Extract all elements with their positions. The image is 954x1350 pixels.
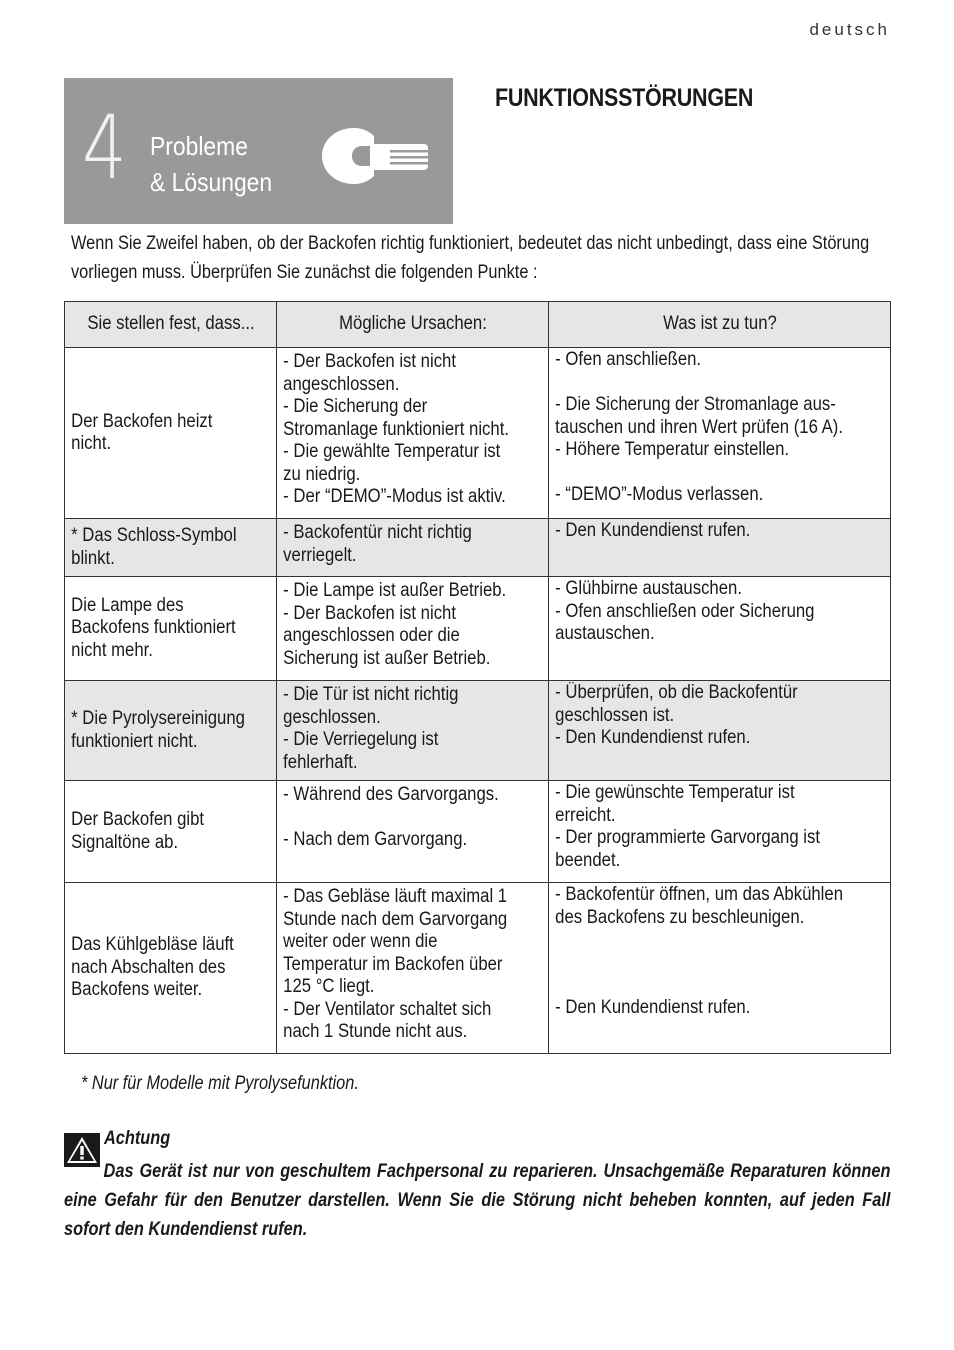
chapter-title-line2: & Lösungen [150,167,273,197]
chapter-title-line1: Probleme [150,131,248,161]
header-causes: Mögliche Ursachen: [277,302,549,348]
table-row [65,519,891,577]
causes-cell: - Backofentür nicht richtig verriegelt. [277,519,549,577]
warning-title: Achtung [104,1128,171,1149]
chapter-title [150,128,272,200]
table-row [65,681,891,781]
intro-paragraph: Wenn Sie Zweifel haben, ob der Backofen richtig funktioniert, bedeutet das nicht unbedingt, dass eine Störung vorliegen muss. Überprüfen Sie zunächst die folgenden Punkte : [71,233,870,283]
footnote: * Nur für Modelle mit Pyrolysefunktion. [81,1073,359,1094]
header-remedy: Was ist zu tun? [549,302,891,348]
remedy-cell: - Die gewünschte Temperatur ist erreicht. - Der programmierte Garvorgang ist beendet. [549,781,891,883]
causes-cell: - Während des Garvorgangs. - Nach dem Garvorgang. [277,781,549,883]
causes-cell: - Das Gebläse läuft maximal 1 Stunde nach dem Garvorgang weiter oder wenn die Temperatur im Backofen über 125 °C liegt. - Der Ventilator schaltet sich nach 1 Stunde nicht aus. [277,883,549,1054]
symptom-cell: Die Lampe des Backofens funktioniert nicht mehr. [65,577,277,681]
remedy-cell: - Überprüfen, ob die Backofentür geschlossen ist. - Den Kundendienst rufen. [549,681,891,781]
causes-cell: - Der Backofen ist nicht angeschlossen. - Die Sicherung der Stromanlage funktioniert nicht. - Die gewählte Temperatur ist zu niedrig. - Der “DEMO”-Modus ist aktiv. [277,348,549,519]
language-label: deutsch [809,20,890,39]
causes-cell: - Die Tür ist nicht richtig geschlossen. - Die Verriegelung ist fehlerhaft. [277,681,549,781]
table-header-row [65,302,891,348]
remedy-cell: - Backofentür öffnen, um das Abkühlen des Backofens zu beschleunigen. - Den Kundendienst rufen. [549,883,891,1054]
causes-cell: - Die Lampe ist außer Betrieb. - Der Backofen ist nicht angeschlossen oder die Sicherung ist außer Betrieb. [277,577,549,681]
symptom-cell: * Die Pyrolysereinigung funktioniert nicht. [65,681,277,781]
symptom-cell: Der Backofen heizt nicht. [65,348,277,519]
remedy-cell: - Ofen anschließen. - Die Sicherung der Stromanlage aus- tauschen und ihren Wert prüfen (16 A). - Höhere Temperatur einstellen. - “DEMO”-Modus verlassen. [549,348,891,519]
symptom-cell: Der Backofen gibt Signaltöne ab. [65,781,277,883]
remedy-cell: - Glühbirne austauschen. - Ofen anschließen oder Sicherung austauschen. [549,577,891,681]
chapter-banner [64,78,453,224]
table-row [65,577,891,681]
warning-text: Das Gerät ist nur von geschultem Fachpersonal zu reparieren. Unsachgemäße Reparaturen können eine Gefahr für den Benutzer darstellen. Wenn Sie die Störung nicht beheben konnten, auf jeden Fall sofort den Kundendienst rufen. [64,1161,891,1240]
remedy-cell: - Den Kundendienst rufen. [549,519,891,577]
section-title: FUNKTIONSSTÖRUNGEN [495,84,754,112]
chapter-number: 4 [82,96,127,199]
symptom-cell: Das Kühlgebläse läuft nach Abschalten des Backofens weiter. [65,883,277,1054]
wrench-icon [314,122,434,194]
header-symptom: Sie stellen fest, dass... [65,302,277,348]
troubleshooting-table [64,301,891,1054]
table-row [65,883,891,1054]
table-row [65,348,891,519]
table-row [65,781,891,883]
symptom-cell: * Das Schloss-Symbol blinkt. [65,519,277,577]
